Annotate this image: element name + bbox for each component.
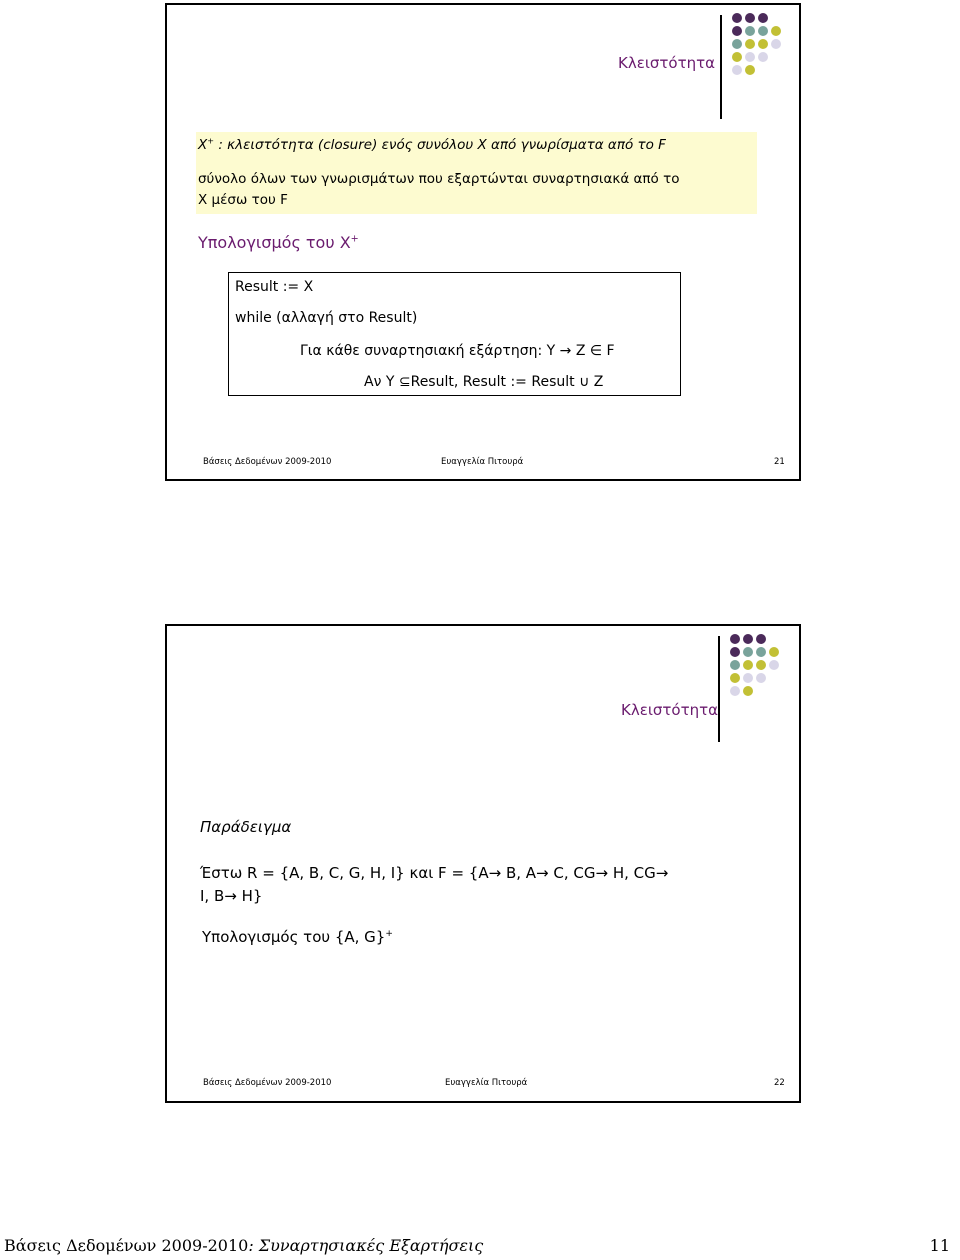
example-line-3: Υπολογισμός του {A, G}+	[202, 928, 393, 946]
decorative-dot	[745, 52, 755, 62]
footer-left: Βάσεις Δεδομένων 2009-2010	[203, 1078, 332, 1088]
definition-line-2: σύνολο όλων των γνωρισμάτων που εξαρτώνται συναρτησιακά από το	[198, 171, 680, 187]
decorative-dot	[758, 52, 768, 62]
decorative-dot	[743, 634, 753, 644]
arrow-icon: →	[595, 864, 609, 882]
dot-grid-decoration	[730, 634, 810, 706]
decorative-dot	[743, 673, 753, 683]
footer-center: Ευαγγελία Πιτουρά	[441, 457, 524, 467]
definition-line-1: X+ : κλειστότητα (closure) ενός συνόλου X από γνωρίσματα από το F	[198, 135, 666, 153]
subset-icon: ⊆	[398, 374, 411, 390]
decorative-dot	[745, 26, 755, 36]
decorative-dot	[756, 634, 766, 644]
arrow-icon: →	[488, 864, 502, 882]
arrow-icon: →	[224, 887, 237, 905]
slide-22	[165, 624, 801, 1103]
slide-title: Κλειστότητα	[618, 54, 716, 72]
decorative-dot	[745, 65, 755, 75]
decorative-dot	[732, 39, 742, 49]
union-icon: ∪	[579, 374, 590, 390]
dot-grid-decoration	[732, 13, 812, 85]
example-heading: Παράδειγμα	[200, 818, 292, 836]
arrow-icon: →	[559, 343, 572, 359]
slide-21	[165, 3, 801, 481]
algorithm-line-4: Αν Y ⊆Result, Result := Result ∪ Z	[364, 374, 604, 390]
decorative-dot	[758, 26, 768, 36]
decorative-dot	[730, 634, 740, 644]
footer-center: Ευαγγελία Πιτουρά	[445, 1078, 528, 1088]
decorative-dot	[756, 673, 766, 683]
decorative-dot	[756, 647, 766, 657]
footer-page-number: 22	[774, 1078, 785, 1088]
decorative-dot	[732, 26, 742, 36]
title-divider	[720, 15, 722, 119]
element-of-icon: ∈	[589, 343, 603, 359]
decorative-dot	[732, 52, 742, 62]
arrow-icon: →	[536, 864, 549, 882]
decorative-dot	[758, 13, 768, 23]
decorative-dot	[743, 660, 753, 670]
algorithm-line-3: Για κάθε συναρτησιακή εξάρτηση: Y → Z ∈ F	[300, 343, 615, 359]
decorative-dot	[769, 647, 779, 657]
decorative-dot	[730, 686, 740, 696]
arrow-icon: →	[655, 864, 669, 882]
algorithm-line-2: while (αλλαγή στο Result)	[235, 310, 418, 326]
example-line-2: I, B→ H}	[200, 887, 263, 905]
decorative-dot	[732, 13, 742, 23]
decorative-dot	[745, 13, 755, 23]
decorative-dot	[758, 39, 768, 49]
algorithm-line-1: Result := X	[235, 279, 314, 295]
decorative-dot	[771, 26, 781, 36]
decorative-dot	[756, 660, 766, 670]
page-footer: Βάσεις Δεδομένων 2009-2010: Συναρτησιακές Εξαρτήσεις	[4, 1236, 484, 1255]
decorative-dot	[743, 647, 753, 657]
decorative-dot	[730, 660, 740, 670]
section-subtitle: Υπολογισμός του X+	[198, 233, 359, 252]
slide-title: Κλειστότητα	[621, 701, 719, 719]
footer-left: Βάσεις Δεδομένων 2009-2010	[203, 457, 332, 467]
decorative-dot	[732, 65, 742, 75]
decorative-dot	[745, 39, 755, 49]
example-line-1: Έστω R = {A, B, C, G, H, I} και F = {A→ B, A→ C, CG→ H, CG→	[200, 864, 669, 882]
footer-page-number: 21	[774, 457, 785, 467]
decorative-dot	[771, 39, 781, 49]
decorative-dot	[743, 686, 753, 696]
decorative-dot	[769, 660, 779, 670]
decorative-dot	[730, 647, 740, 657]
decorative-dot	[730, 673, 740, 683]
page-number: 11	[929, 1236, 950, 1255]
definition-line-3: X μέσω του F	[198, 192, 288, 208]
title-divider	[718, 636, 720, 742]
